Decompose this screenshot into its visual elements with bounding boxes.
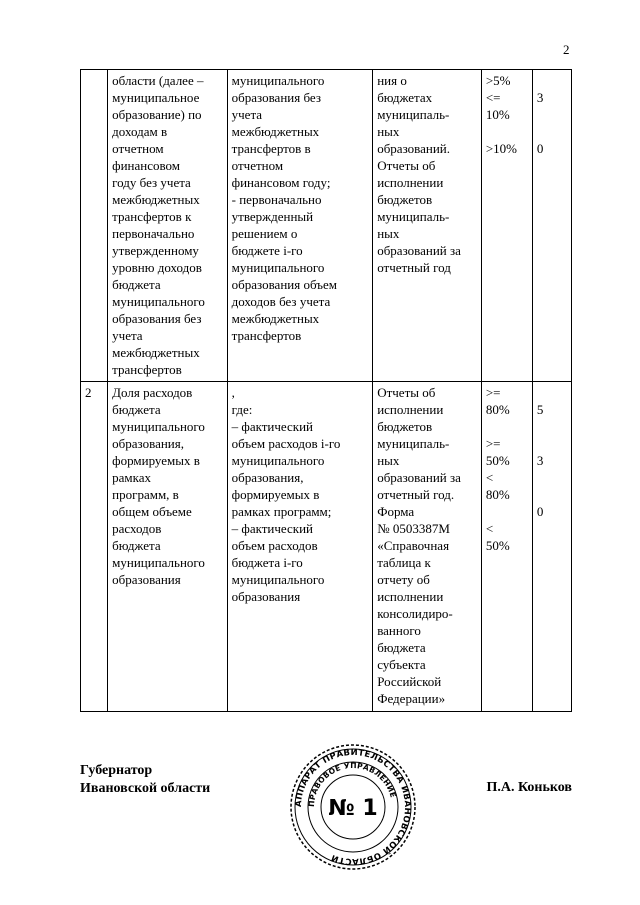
threshold-values: >5% <= 10% >10% (481, 70, 532, 382)
data-source: Отчеты об исполнении бюджетов муниципаль- ных образований за отчетный год. Форма № 0503387М «Справочная таблица к отчету об исполнении консолидиро- ванного бюджета субъекта Российской Федерации» (373, 382, 482, 712)
data-source: ния о бюджетах муниципаль- ных образований. Отчеты об исполнении бюджетов муниципаль- ных образований за отчетный год (373, 70, 482, 382)
indicator-name: области (далее – муниципальное образование) по доходам в отчетном финансовом году без учета межбюджетных трансфертов к первоначально утвержденному уровню доходов бюджета муниципального образования без учета межбюджетных трансфертов (108, 70, 227, 382)
table-row (81, 382, 572, 712)
seal-inner-text: ПРАВОВОЕ УПРАВЛЕНИЕ (306, 760, 398, 808)
table-row (81, 70, 572, 382)
signature-block (80, 747, 572, 902)
official-seal (288, 742, 418, 872)
score-values: 3 0 (532, 70, 571, 382)
formula-description: муниципального образования без учета межбюджетных трансфертов в отчетном финансовом году; - первоначально утвержденный решением о бюджете i-го муниципального образования объем доходов без учета межбюджетных трансфертов (227, 70, 373, 382)
signer-name: П.А. Коньков (486, 780, 572, 795)
formula-description: , где: – фактический объем расходов i-го муниципального образования, формируемых в рамках программ; – фактический объем расходов бюджета i-го муниципального образования (227, 382, 373, 712)
threshold-values: >= 80% >= 50% < 80% < 50% (481, 382, 532, 712)
page-number: 2 (563, 42, 570, 57)
indicator-name: Доля расходов бюджета муниципального образования, формируемых в рамках программ, в общем объеме расходов бюджета муниципального образования (108, 382, 227, 712)
seal-outer-text: АППАРАТ ПРАВИТЕЛЬСТВА ИВАНОВСКОЙ ОБЛАСТИ (293, 747, 413, 867)
seal-number: № 1 (328, 796, 378, 821)
score-values: 5 3 0 (532, 382, 571, 712)
signer-title: Губернатор Ивановской области (80, 763, 211, 796)
criteria-table (80, 69, 572, 712)
row-number: 2 (81, 382, 108, 712)
row-number (81, 70, 108, 382)
